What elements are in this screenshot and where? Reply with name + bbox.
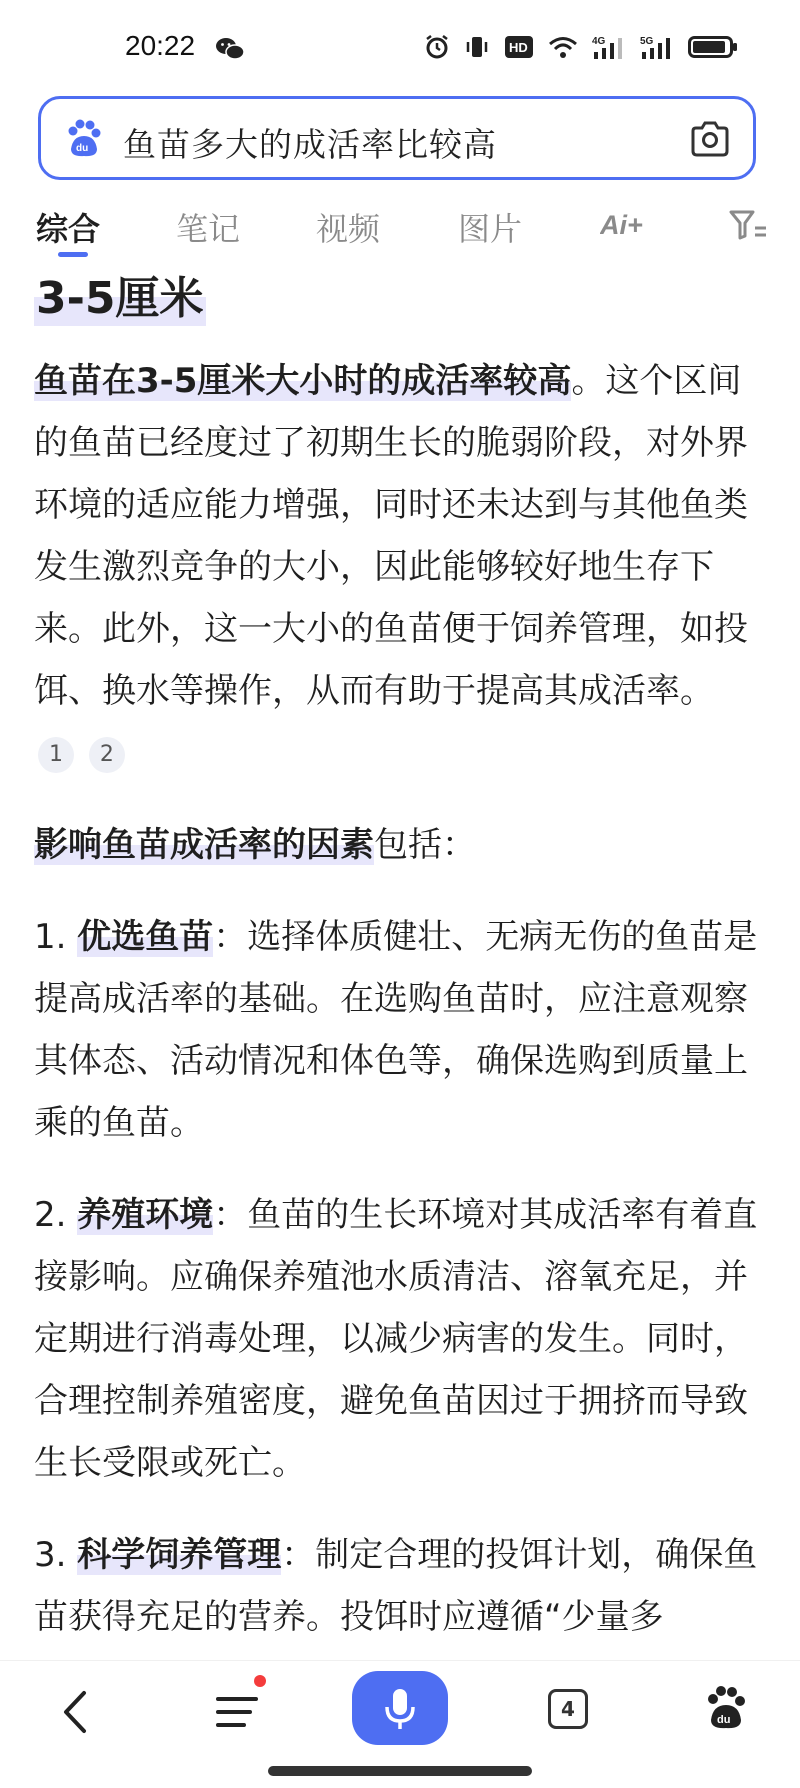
citation-badge[interactable]: 2 — [89, 737, 125, 773]
list-item — [34, 1184, 764, 1494]
list-item-title: 优选鱼苗 — [77, 917, 214, 957]
svg-text:du: du — [717, 1714, 731, 1726]
svg-text:4G: 4G — [592, 36, 606, 47]
list-item-title: 科学饲养管理 — [77, 1535, 282, 1575]
svg-text:Ai+: Ai+ — [600, 210, 643, 240]
factors-intro — [34, 814, 764, 876]
tab-images[interactable]: 图片 — [458, 210, 523, 248]
menu-icon[interactable] — [212, 1687, 264, 1737]
list-item-text: ：鱼苗的生长环境对其成活率有着直接影响。应确保养殖池水质清洁、溶氧充足，并定期进行消毒处理，以减少病害的发生。同时，合理控制养殖密度，避免鱼苗因过于拥挤而导致生长受限或死亡。 — [34, 1195, 758, 1483]
back-icon[interactable] — [56, 1687, 96, 1737]
status-icons — [424, 34, 738, 60]
active-tab-indicator — [58, 252, 88, 257]
filter-icon[interactable] — [728, 208, 768, 242]
svg-text:HD: HD — [509, 40, 528, 55]
tab-ai-plus[interactable] — [600, 208, 658, 242]
vibrate-icon — [464, 34, 490, 60]
search-box[interactable] — [38, 96, 756, 180]
tab-notes[interactable]: 笔记 — [176, 210, 241, 248]
baidu-paw-icon — [63, 119, 103, 159]
4g-signal-icon — [592, 34, 626, 60]
highlighted-text: 影响鱼苗成活率的因素 — [34, 825, 374, 865]
list-item-title: 养殖环境 — [77, 1195, 214, 1235]
tab-all[interactable]: 综合 — [36, 210, 101, 248]
answer-paragraph — [34, 350, 764, 784]
tabs-count-button[interactable]: 4 — [548, 1689, 588, 1729]
5g-signal-icon — [640, 34, 674, 60]
citation-badge[interactable]: 1 — [38, 737, 74, 773]
svg-text:5G: 5G — [640, 36, 654, 47]
paragraph-text: 。这个区间的鱼苗已经度过了初期生长的脆弱阶段，对外界环境的适应能力增强，同时还未达到与其他鱼类发生激烈竞争的大小，因此能够较好地生存下来。此外，这一大小的鱼苗便于饲养管理，如投饵、换水等操作，从而有助于提高其成活率。 — [34, 361, 748, 711]
alarm-icon — [424, 34, 450, 60]
list-number: 2. — [34, 1195, 67, 1235]
microphone-icon — [382, 1687, 418, 1731]
tab-videos[interactable]: 视频 — [316, 210, 381, 248]
list-item — [34, 1524, 764, 1648]
notification-dot — [254, 1675, 266, 1687]
status-bar — [0, 0, 800, 92]
highlighted-text: 鱼苗在3-5厘米大小时的成活率较高 — [34, 361, 572, 401]
status-time: 20:22 — [125, 30, 196, 61]
hd-icon — [504, 35, 534, 59]
list-item — [34, 906, 764, 1154]
answer-heading: 3-5厘米 — [34, 262, 206, 326]
wifi-icon — [548, 35, 578, 59]
camera-icon[interactable] — [689, 119, 731, 159]
search-input[interactable]: 鱼苗多大的成活率比较高 — [123, 125, 497, 164]
voice-search-button[interactable] — [352, 1671, 448, 1745]
svg-text:du: du — [76, 143, 89, 154]
home-indicator[interactable] — [268, 1766, 532, 1776]
list-item-text: ：选择体质健壮、无病无伤的鱼苗是提高成活率的基础。在选购鱼苗时，应注意观察其体态、活动情况和体色等，确保选购到质量上乘的鱼苗。 — [34, 917, 758, 1143]
list-number: 1. — [34, 917, 67, 957]
answer-content — [34, 262, 764, 1648]
paragraph-text: 包括： — [374, 825, 476, 865]
wechat-icon — [215, 36, 245, 62]
baidu-home-icon[interactable] — [702, 1685, 748, 1731]
search-tabs — [0, 200, 800, 262]
battery-icon — [688, 35, 738, 59]
list-item-text: ：制定合理的投饵计划，确保鱼苗获得充足的营养。投饵时应遵循“少量多 — [34, 1535, 758, 1637]
list-number: 3. — [34, 1535, 67, 1575]
